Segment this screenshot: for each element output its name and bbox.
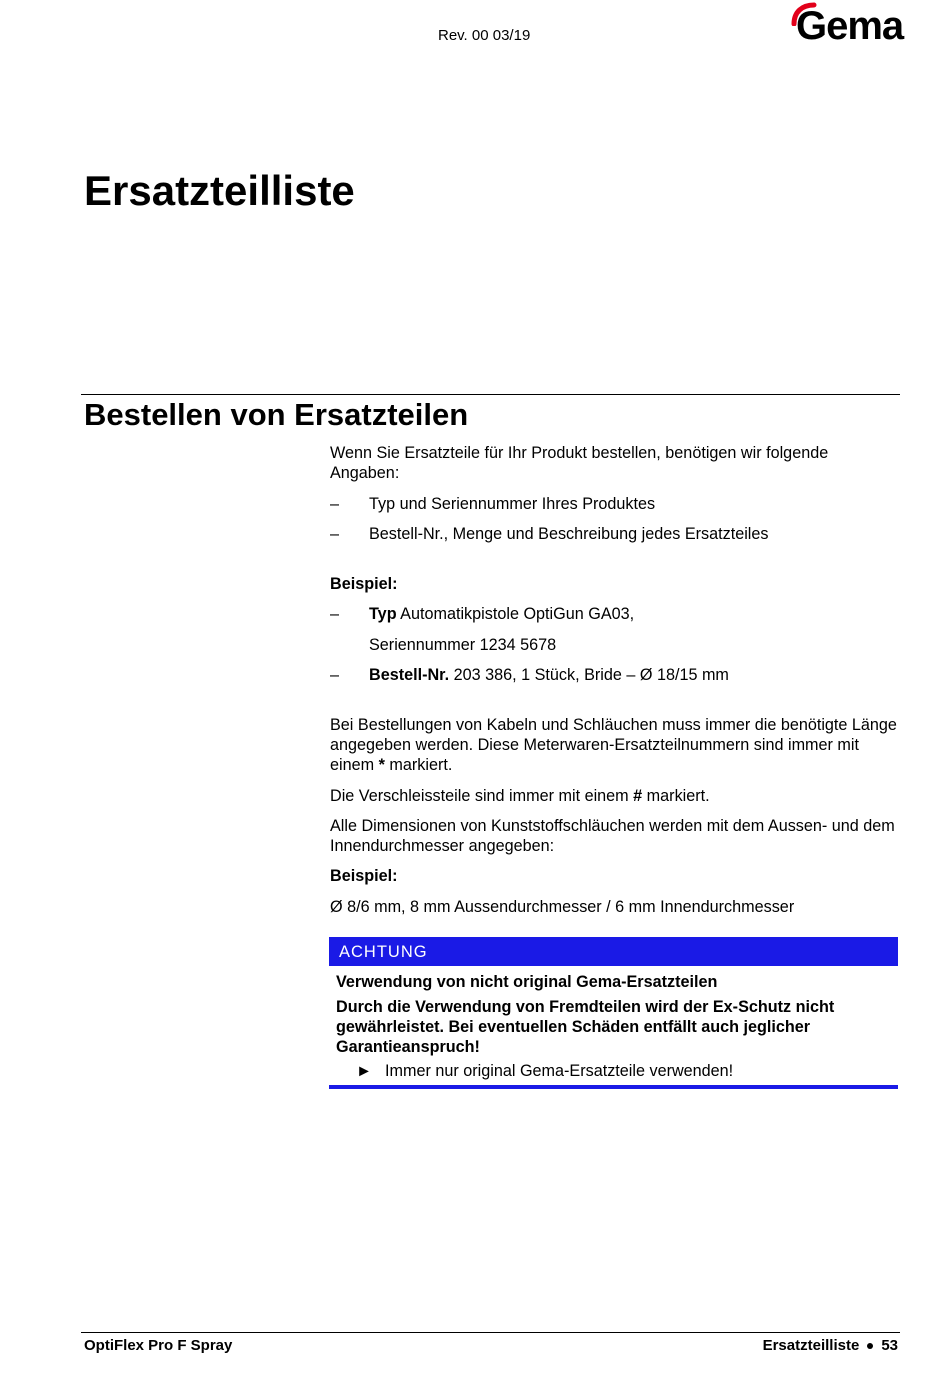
wear-text: Die Verschleissteile sind immer mit einem — [330, 787, 634, 805]
list-item — [330, 524, 900, 544]
list-item-text — [369, 665, 729, 685]
list-item — [330, 494, 900, 514]
serial-number-text: Seriennummer 1234 5678 — [369, 636, 557, 654]
list-item-text: Typ und Seriennummer Ihres Produktes — [369, 495, 656, 513]
footer-product: OptiFlex Pro F Spray — [84, 1337, 233, 1354]
list-item-text: Bestell-Nr., Menge und Beschreibung jedes Ersatzteiles — [369, 525, 769, 543]
list-item-text — [369, 604, 634, 624]
dash-marker: – — [330, 495, 340, 513]
warning-body: Durch die Verwendung von Fremdteilen wird der Ex-Schutz nicht gewährleistet. Bei eventuellen Schäden entfällt auch jeglicher Garantieanspruch! — [336, 998, 835, 1056]
gema-logo — [790, 0, 902, 48]
hash-marker: # — [633, 787, 643, 805]
bullet-icon — [867, 1343, 873, 1349]
intro-paragraph: Wenn Sie Ersatzteile für Ihr Produkt bestellen, benötigen wir folgende Angaben: — [330, 444, 829, 482]
footer-page-info — [763, 1337, 898, 1354]
chapter-title: Ersatzteilliste — [84, 167, 355, 214]
dash-marker: – — [330, 605, 340, 623]
dash-marker: – — [330, 525, 340, 543]
list-item — [330, 665, 900, 685]
list-item — [330, 604, 900, 624]
warning-title: Verwendung von nicht original Gema-Ersatzteilen — [336, 973, 718, 991]
wear-parts-paragraph — [330, 786, 900, 806]
star-marker: * — [378, 756, 385, 774]
type-value: Automatikpistole OptiGun GA03, — [396, 605, 635, 623]
warning-action — [336, 1061, 896, 1081]
wear-text-end: markiert. — [642, 787, 710, 805]
dimensions-paragraph: Alle Dimensionen von Kunststoffschläuchen werden mit dem Aussen- und dem Innendurchmesser angegeben: — [330, 817, 895, 855]
footer-divider — [81, 1332, 900, 1333]
revision-label: Rev. 00 03/19 — [438, 27, 531, 44]
warning-header-bar — [329, 937, 898, 966]
example-heading: Beispiel: — [330, 867, 398, 885]
list-item-continuation — [330, 635, 900, 655]
type-label: Typ — [369, 605, 397, 623]
arrow-right-icon: ► — [356, 1062, 373, 1080]
page-number: 53 — [881, 1337, 898, 1354]
cables-paragraph — [330, 715, 900, 775]
logo-wordmark: Gema — [796, 4, 904, 48]
example-text: Ø 8/6 mm, 8 mm Aussendurchmesser / 6 mm Innendurchmesser — [330, 898, 795, 916]
section-title: Bestellen von Ersatzteilen — [84, 397, 469, 432]
dash-marker: – — [330, 666, 340, 684]
footer-chapter: Ersatzteilliste — [762, 1337, 860, 1354]
cables-text: Bei Bestellungen von Kabeln und Schläuchen muss immer die benötigte Länge angegeben werden. Diese Meterwaren-Ersatzteilnummern sind immer mit einem — [330, 716, 897, 774]
warning-label: ACHTUNG — [339, 943, 428, 961]
order-number-value: 203 386, 1 Stück, Bride – Ø 18/15 mm — [449, 666, 729, 684]
example-heading: Beispiel: — [330, 575, 398, 593]
order-number-label: Bestell-Nr. — [369, 666, 450, 684]
cables-text-end: markiert. — [384, 756, 453, 774]
warning-action-text: Immer nur original Gema-Ersatzteile verwenden! — [385, 1062, 734, 1080]
warning-bottom-bar — [329, 1085, 898, 1089]
section-divider — [81, 394, 900, 395]
